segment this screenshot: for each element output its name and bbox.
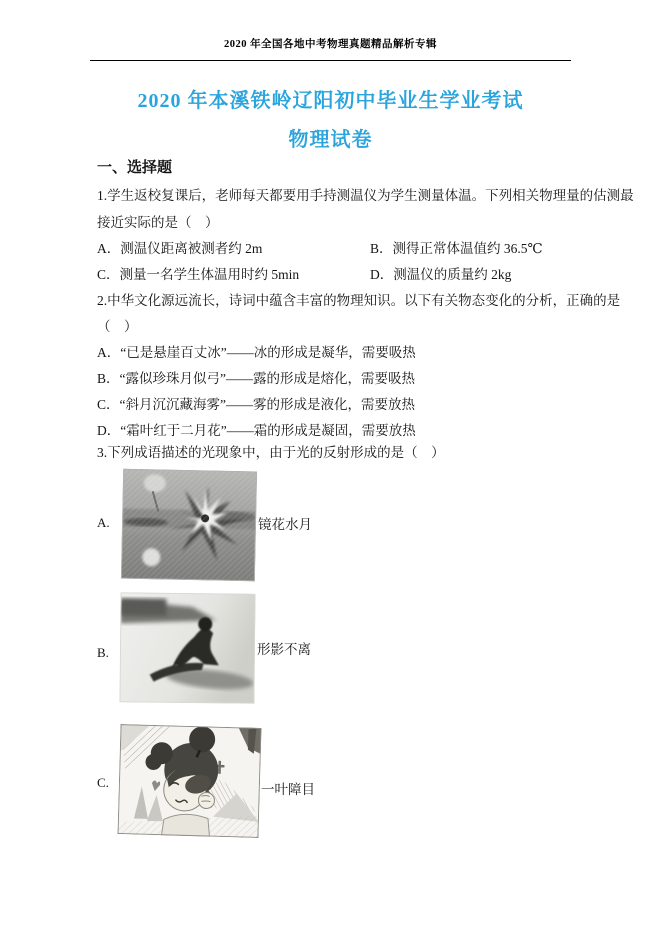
girl-hand (198, 792, 214, 808)
figure-b-letter: B. (97, 645, 109, 660)
question1-text-line2: 接近实际的是（ ） (97, 215, 219, 230)
question2-option-c: C．“斜月沉沉藏海雾”——雾的形成是液化，需要放热 (97, 397, 415, 412)
figure-b-caption: 形影不离 (257, 642, 311, 657)
section-heading-choice-questions: 一、选择题 (97, 160, 173, 176)
figure-a-caption: 镜花水月 (258, 517, 312, 532)
girl-shoulders (161, 814, 210, 837)
question2-text-line2: （ ） (97, 319, 138, 334)
question1-option-b: B．测得正常体温值约 36.5℃ (370, 241, 543, 256)
question2-option-a: A．“已是悬崖百丈冰”——冰的形成是凝华，需要吸热 (97, 345, 416, 360)
figure-c-caption: 一叶障目 (261, 782, 315, 797)
question1-option-c: C．测量一名学生体温用时约 5min (97, 267, 300, 282)
figure-a-letter: A. (97, 515, 110, 530)
question2-text-line1: 2.中华文化源远流长，诗词中蕴含丰富的物理知识。以下有关物态变化的分析，正确的是 (97, 293, 621, 308)
girl-leaf-over-eye-cartoon (117, 724, 261, 838)
question3-text-line1: 3.下列成语描述的光现象中，由于光的反射形成的是（ ） (97, 445, 445, 460)
exam-title-line2: 物理试卷 (288, 129, 373, 151)
running-header: 2020 年全国各地中考物理真题精品解析专辑 (223, 39, 438, 50)
question2-option-b: B．“露似珍珠月似弓”——露的形成是熔化，需要吸热 (97, 371, 415, 386)
question1-option-d: D．测温仪的质量约 2kg (370, 267, 512, 282)
exam-title-line1: 2020 年本溪铁岭辽阳初中毕业生学业考试 (137, 90, 524, 112)
figure-c-letter: C. (97, 775, 109, 790)
question1-option-a: A．测温仪距离被测者约 2m (97, 241, 263, 256)
snowboarder-with-shadow-photo (119, 592, 255, 703)
question1-text-line1: 1.学生返校复课后，老师每天都要用手持测温仪为学生测量体温。下列相关物理量的估测最 (97, 188, 634, 203)
water-lily-moon-reflection-photo (121, 469, 257, 582)
question2-option-d: D．“霜叶红于二月花”——霜的形成是凝固，需要放热 (97, 423, 416, 438)
header-divider-line (90, 60, 571, 61)
